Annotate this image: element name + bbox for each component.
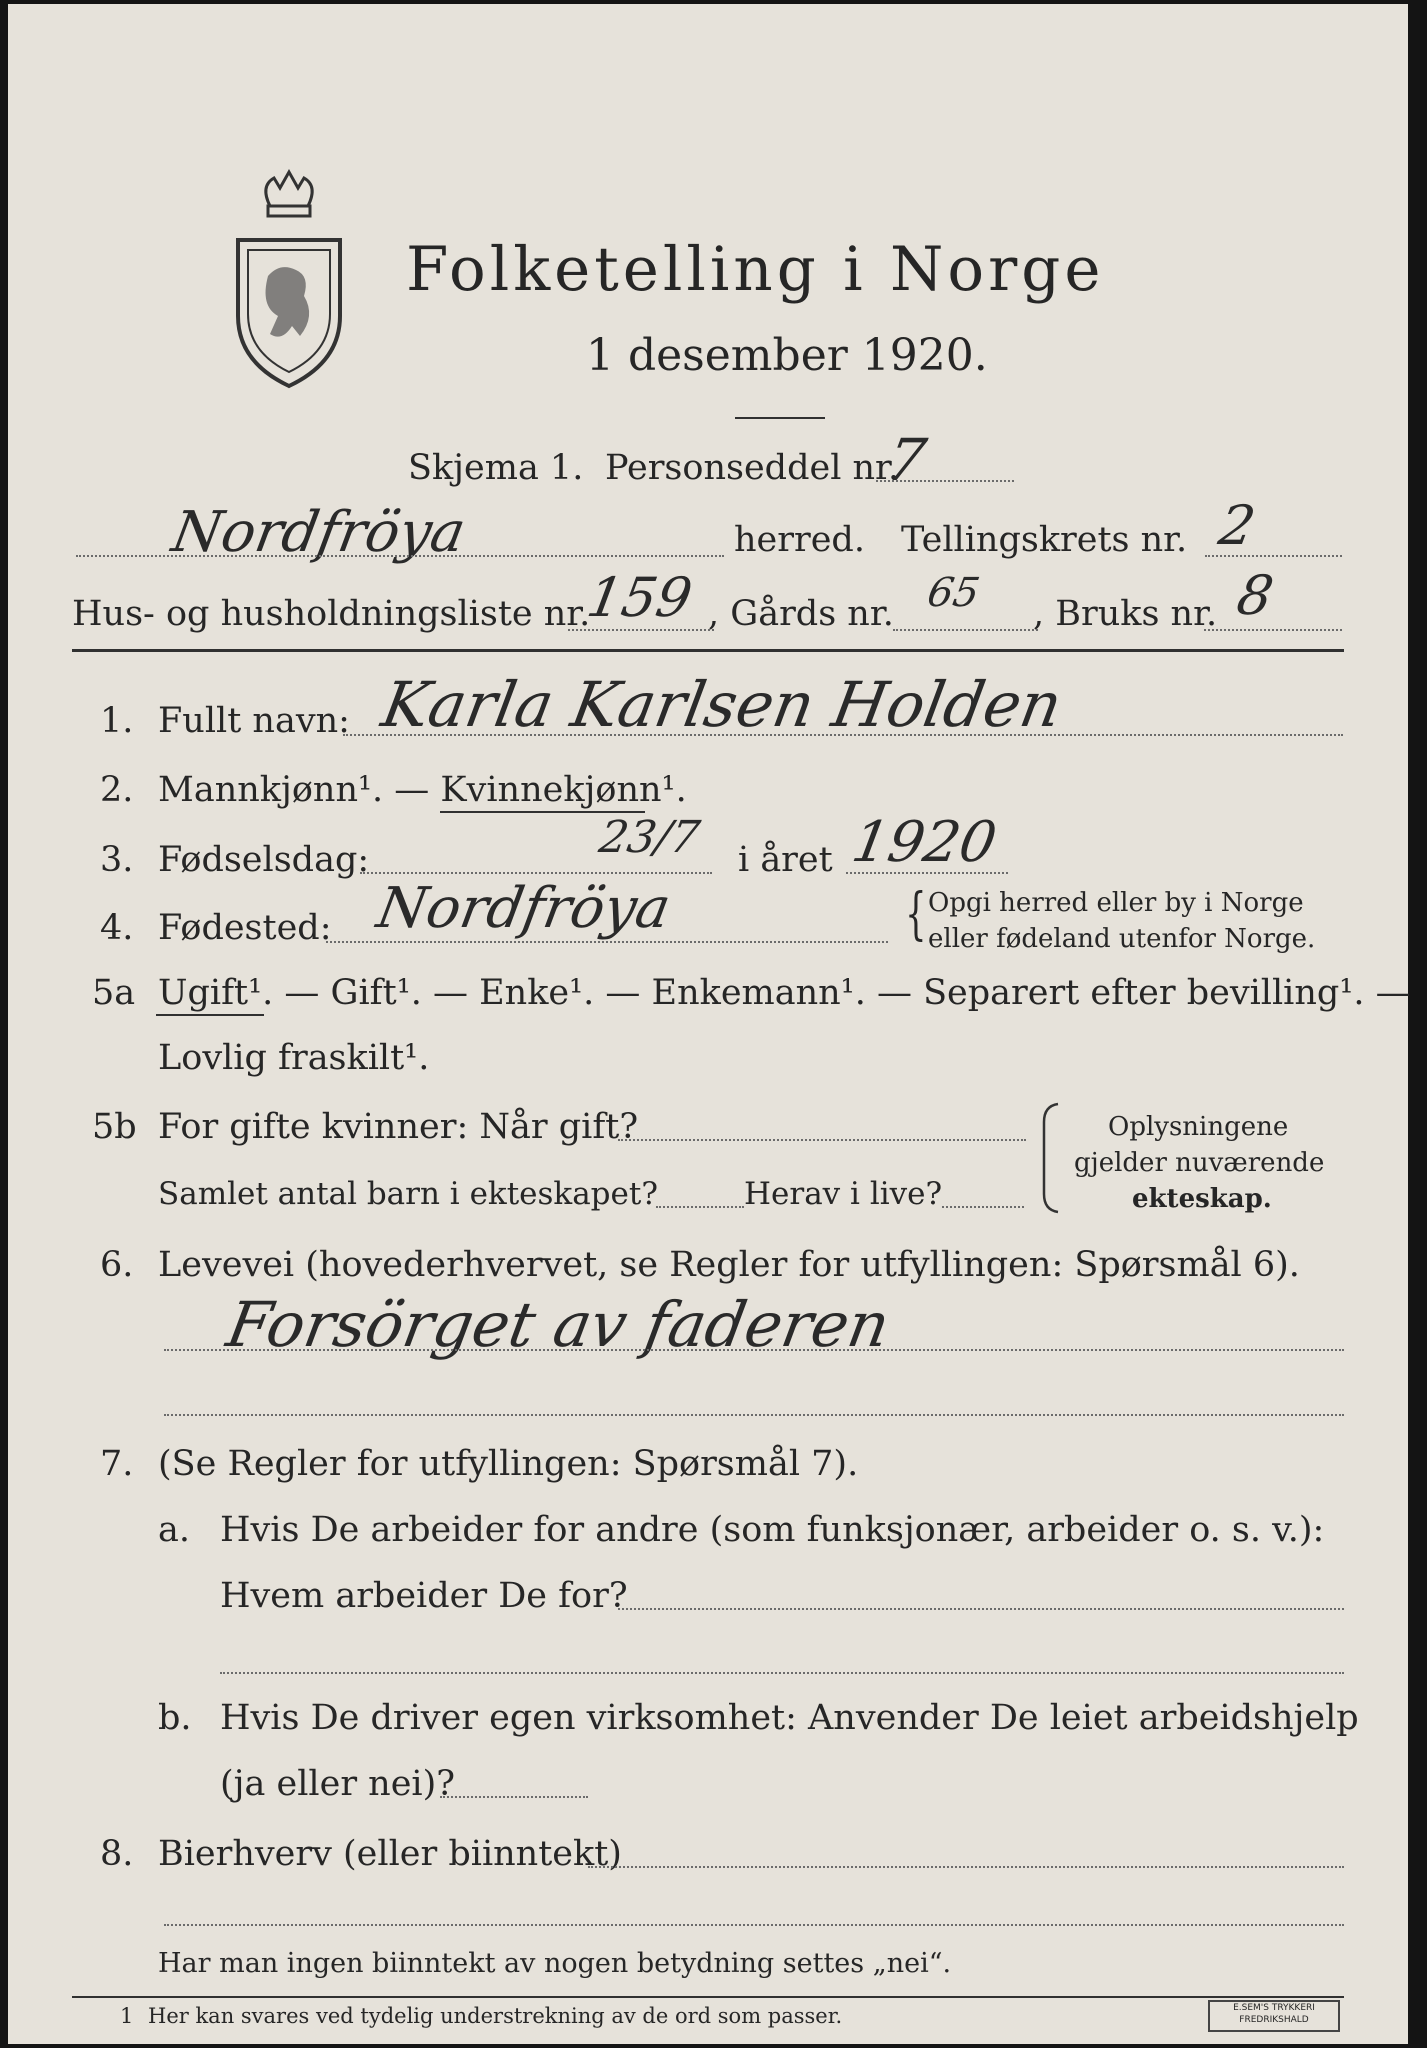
q4-brace: { xyxy=(905,882,927,947)
q6-line1 xyxy=(164,1349,1344,1351)
tellingskrets-label: Tellingskrets nr. xyxy=(901,520,1188,560)
q6-occupation[interactable]: Forsörget av faderen xyxy=(221,1288,896,1361)
q7a-extra-line xyxy=(220,1672,1344,1674)
form-title: Folketelling i Norge xyxy=(406,234,1105,305)
q7a-question: Hvis De arbeider for andre (som funksjonær, arbeider o. s. v.): xyxy=(220,1510,1325,1550)
herred-line xyxy=(76,555,724,557)
q8-line1 xyxy=(588,1866,1344,1868)
q1-label: Fullt navn: xyxy=(158,701,350,741)
q6-label: Levevei (hovederhvervet, se Regler for utfyllingen: Spørsmål 6). xyxy=(158,1245,1300,1285)
q2-number: 2. xyxy=(100,770,134,810)
header-divider xyxy=(72,649,1344,652)
q5b-children-line xyxy=(656,1206,744,1208)
footnote-text: Her kan svares ved tydelig understrekning av de ord som passer. xyxy=(148,2004,843,2028)
skjema-label: Skjema 1. xyxy=(408,448,584,488)
q5a-options-line1: Ugift¹. — Gift¹. — Enke¹. — Enkemann¹. — Separert efter bevilling¹. — xyxy=(158,973,1411,1013)
q3-year[interactable]: 1920 xyxy=(847,810,1002,875)
q8-number: 8. xyxy=(100,1834,134,1874)
q4-birthplace[interactable]: Nordfröya xyxy=(372,876,676,941)
coat-of-arms-icon xyxy=(230,166,348,392)
q7b-letter: b. xyxy=(158,1698,192,1738)
q8-label: Bierhverv (eller biinntekt) xyxy=(158,1834,622,1874)
herred-label: herred. xyxy=(734,520,865,560)
q7b-question: Hvis De driver egen virksomhet: Anvender De leiet arbeidshjelp xyxy=(220,1698,1359,1738)
q5b-alive-line xyxy=(942,1206,1024,1208)
q6-number: 6. xyxy=(100,1245,134,1285)
printer-city: FREDRIKSHALD xyxy=(1239,2015,1309,2025)
q3-year-label: i året xyxy=(738,840,833,880)
printer-name: E.SEM'S TRYKKERI xyxy=(1233,2003,1315,2013)
census-date: 1 desember 1920. xyxy=(586,330,988,381)
q1-full-name[interactable]: Karla Karlsen Holden xyxy=(376,668,1068,741)
q7b-yes-no-label: (ja eller nei)? xyxy=(220,1764,456,1804)
footer-note: Har man ingen biinntekt av nogen betydning settes „nei“. xyxy=(158,1948,952,1979)
husliste-value[interactable]: 159 xyxy=(582,566,697,629)
q5b-number: 5b xyxy=(92,1107,137,1147)
q7-label: (Se Regler for utfyllingen: Spørsmål 7). xyxy=(158,1444,859,1484)
q7a-employer-label: Hvem arbeider De for? xyxy=(220,1576,628,1616)
q5b-note-line3: ekteskap. xyxy=(1132,1184,1272,1214)
personseddel-value[interactable]: 7 xyxy=(882,426,931,494)
footnote-mark: 1 xyxy=(120,2004,134,2028)
q5a-number: 5a xyxy=(92,973,136,1013)
q5b-alive-label: Herav i live? xyxy=(744,1176,943,1212)
bruks-line xyxy=(1204,629,1342,631)
bruks-value[interactable]: 8 xyxy=(1232,564,1278,627)
q7a-employer-line xyxy=(618,1608,1344,1610)
q3-birthday[interactable]: 23/7 xyxy=(595,812,704,863)
title-rule xyxy=(735,417,825,419)
q4-line xyxy=(326,941,888,943)
q3-line xyxy=(360,872,712,874)
q7b-yes-no-line xyxy=(440,1796,588,1798)
q7a-letter: a. xyxy=(158,1510,190,1550)
q5b-label: For gifte kvinner: Når gift? xyxy=(158,1107,639,1147)
q5b-bracket xyxy=(1038,1102,1068,1214)
q7-number: 7. xyxy=(100,1444,134,1484)
q5b-children-label: Samlet antal barn i ekteskapet? xyxy=(158,1176,658,1212)
q5a-underline-ugift xyxy=(156,1014,264,1016)
q2-gender-options: Mannkjønn¹. — Kvinnekjønn¹. xyxy=(158,770,687,810)
q5b-note-line1: Oplysningene xyxy=(1108,1112,1289,1142)
q5b-note-line2: gjelder nuværende xyxy=(1074,1148,1325,1178)
bruks-label: , Bruks nr. xyxy=(1033,594,1218,634)
q6-line2 xyxy=(164,1414,1344,1416)
footer-rule xyxy=(72,1996,1344,1998)
herred-value[interactable]: Nordfröya xyxy=(167,500,471,565)
q8-line2 xyxy=(164,1924,1344,1926)
q1-number: 1. xyxy=(100,701,134,741)
q4-number: 4. xyxy=(100,908,134,948)
gards-line xyxy=(893,629,1038,631)
tellingskrets-value[interactable]: 2 xyxy=(1214,494,1260,557)
census-form-page xyxy=(8,4,1411,2044)
q5b-married-line xyxy=(618,1139,1026,1141)
q5a-options-line2: Lovlig fraskilt¹. xyxy=(158,1038,430,1078)
q4-note-line2: eller fødeland utenfor Norge. xyxy=(928,924,1316,954)
q4-label: Fødested: xyxy=(158,908,332,948)
printer-stamp xyxy=(1208,2000,1340,2032)
gards-value[interactable]: 65 xyxy=(923,570,983,616)
husliste-line xyxy=(568,629,714,631)
q3-number: 3. xyxy=(100,840,134,880)
q3-label: Fødselsdag: xyxy=(158,840,370,880)
personseddel-label: Personseddel nr. xyxy=(605,448,900,488)
q4-note-line1: Opgi herred eller by i Norge xyxy=(928,888,1304,918)
gards-label: , Gårds nr. xyxy=(708,594,894,634)
husliste-label: Hus- og husholdningsliste nr. xyxy=(72,594,591,634)
